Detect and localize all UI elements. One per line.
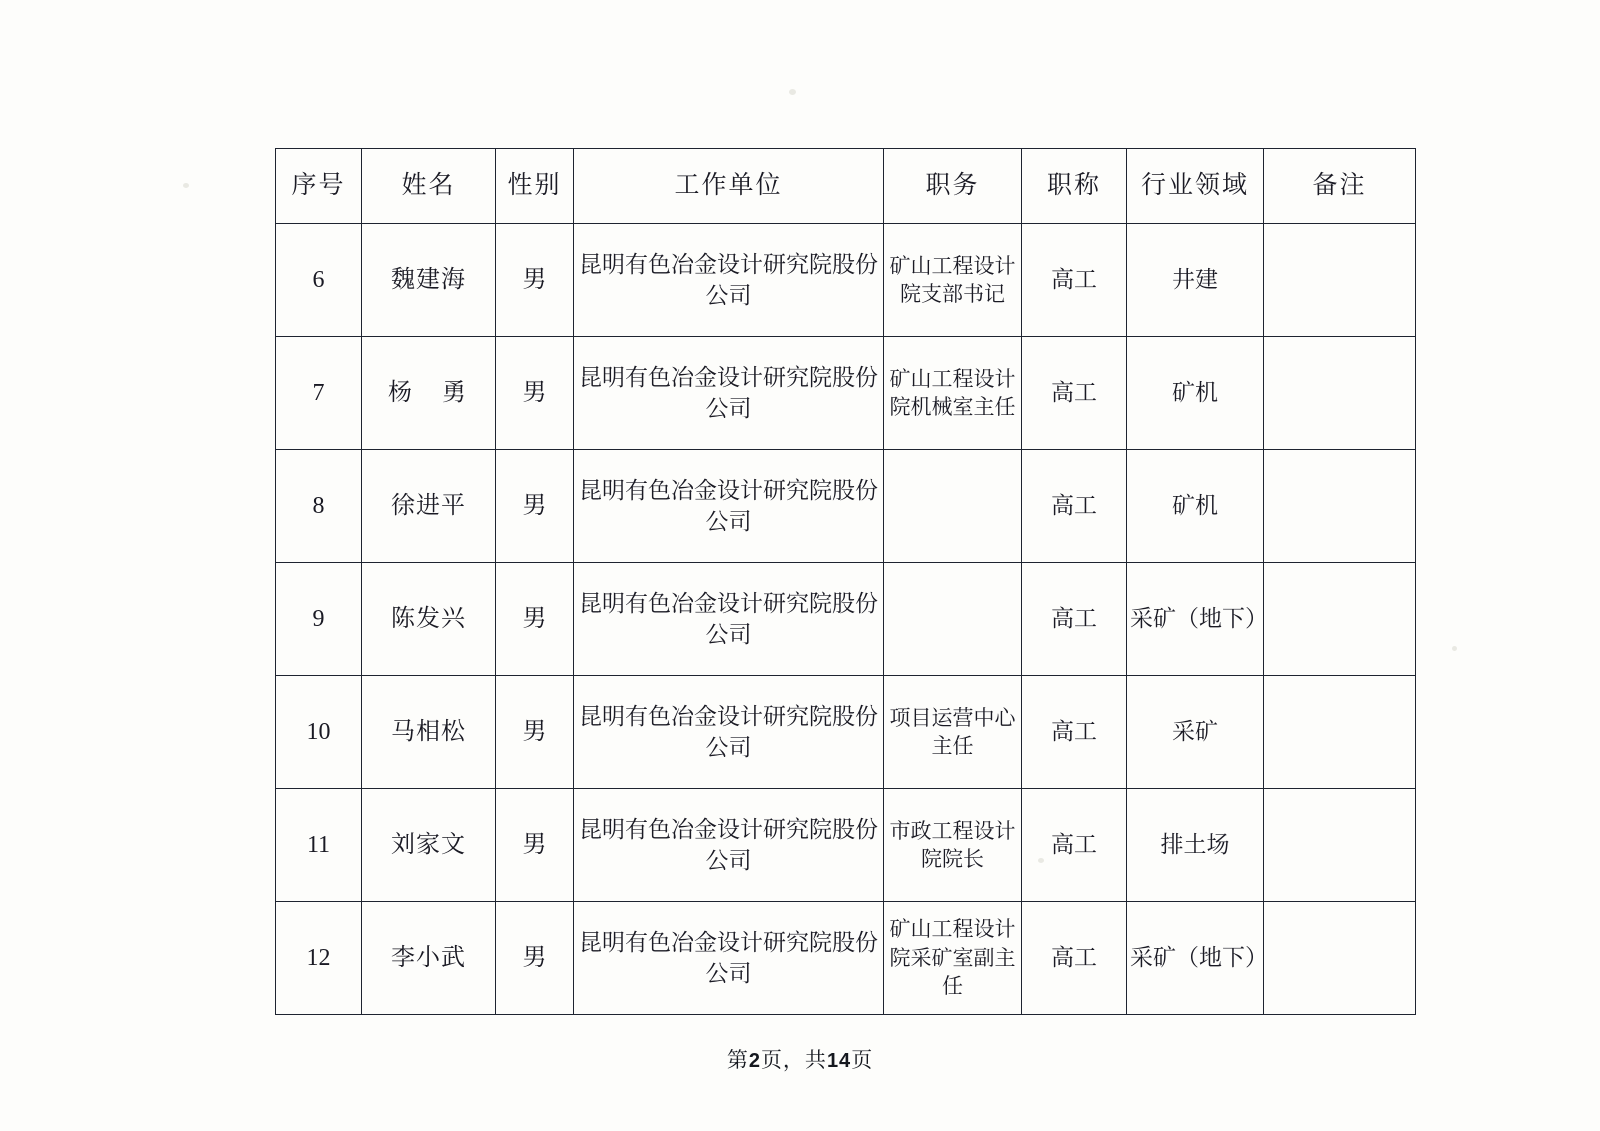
table-row [276, 337, 1416, 450]
cell-post: 矿山工程设计院机械室主任 [884, 337, 1022, 450]
column-header-sex: 性别 [496, 149, 574, 224]
cell-sex: 男 [496, 676, 574, 789]
cell-field: 井建 [1127, 224, 1264, 337]
cell-post: 项目运营中心主任 [884, 676, 1022, 789]
cell-name: 魏建海 [362, 224, 496, 337]
cell-title: 高工 [1022, 563, 1127, 676]
cell-title: 高工 [1022, 789, 1127, 902]
cell-title: 高工 [1022, 337, 1127, 450]
cell-index: 11 [276, 789, 362, 902]
table-body [276, 224, 1416, 1015]
table-header [276, 149, 1416, 224]
cell-sex: 男 [496, 224, 574, 337]
column-header-name: 姓名 [362, 149, 496, 224]
footer-total-pages: 14 [826, 1050, 852, 1072]
footer-prefix: 第 [726, 1048, 749, 1072]
cell-index: 12 [276, 902, 362, 1015]
column-header-index: 序号 [276, 149, 362, 224]
roster-table [275, 148, 1416, 1015]
scan-speck [1452, 646, 1457, 651]
cell-organization: 昆明有色冶金设计研究院股份公司 [574, 563, 884, 676]
column-header-title: 职称 [1022, 149, 1127, 224]
cell-title: 高工 [1022, 676, 1127, 789]
cell-post [884, 450, 1022, 563]
table-row [276, 450, 1416, 563]
cell-note [1264, 224, 1416, 337]
cell-field: 采矿（地下） [1127, 563, 1264, 676]
table-row [276, 676, 1416, 789]
cell-name: 杨 勇 [362, 337, 496, 450]
cell-name: 马相松 [362, 676, 496, 789]
cell-index: 6 [276, 224, 362, 337]
column-header-organization: 工作单位 [574, 149, 884, 224]
cell-name: 陈发兴 [362, 563, 496, 676]
cell-title: 高工 [1022, 224, 1127, 337]
table-row [276, 789, 1416, 902]
cell-index: 10 [276, 676, 362, 789]
cell-index: 9 [276, 563, 362, 676]
cell-field: 矿机 [1127, 337, 1264, 450]
footer-current-page: 2 [748, 1050, 761, 1072]
cell-sex: 男 [496, 337, 574, 450]
cell-field: 采矿（地下） [1127, 902, 1264, 1015]
cell-field: 矿机 [1127, 450, 1264, 563]
cell-title: 高工 [1022, 902, 1127, 1015]
cell-field: 采矿 [1127, 676, 1264, 789]
scan-speck [789, 89, 796, 95]
cell-title: 高工 [1022, 450, 1127, 563]
cell-field: 排土场 [1127, 789, 1264, 902]
cell-index: 8 [276, 450, 362, 563]
cell-post [884, 563, 1022, 676]
table-row [276, 563, 1416, 676]
cell-organization: 昆明有色冶金设计研究院股份公司 [574, 337, 884, 450]
cell-note [1264, 450, 1416, 563]
cell-name: 李小武 [362, 902, 496, 1015]
roster-table-container [275, 148, 1365, 1015]
column-header-field: 行业领域 [1127, 149, 1264, 224]
cell-sex: 男 [496, 789, 574, 902]
scan-speck [183, 183, 189, 188]
cell-note [1264, 902, 1416, 1015]
cell-post: 矿山工程设计院采矿室副主任 [884, 902, 1022, 1015]
cell-index: 7 [276, 337, 362, 450]
cell-organization: 昆明有色冶金设计研究院股份公司 [574, 224, 884, 337]
column-header-post: 职务 [884, 149, 1022, 224]
cell-organization: 昆明有色冶金设计研究院股份公司 [574, 450, 884, 563]
footer-middle: 页，共 [760, 1048, 827, 1072]
cell-sex: 男 [496, 450, 574, 563]
cell-organization: 昆明有色冶金设计研究院股份公司 [574, 676, 884, 789]
cell-note [1264, 337, 1416, 450]
cell-note [1264, 676, 1416, 789]
table-row [276, 902, 1416, 1015]
footer-suffix: 页 [851, 1048, 874, 1072]
cell-organization: 昆明有色冶金设计研究院股份公司 [574, 789, 884, 902]
column-header-note: 备注 [1264, 149, 1416, 224]
table-row [276, 224, 1416, 337]
cell-organization: 昆明有色冶金设计研究院股份公司 [574, 902, 884, 1015]
cell-sex: 男 [496, 902, 574, 1015]
cell-name: 徐进平 [362, 450, 496, 563]
cell-note [1264, 563, 1416, 676]
page-footer [0, 1044, 1600, 1074]
cell-post: 矿山工程设计院支部书记 [884, 224, 1022, 337]
header-row [276, 149, 1416, 224]
cell-post: 市政工程设计院院长 [884, 789, 1022, 902]
cell-name: 刘家文 [362, 789, 496, 902]
cell-note [1264, 789, 1416, 902]
cell-sex: 男 [496, 563, 574, 676]
